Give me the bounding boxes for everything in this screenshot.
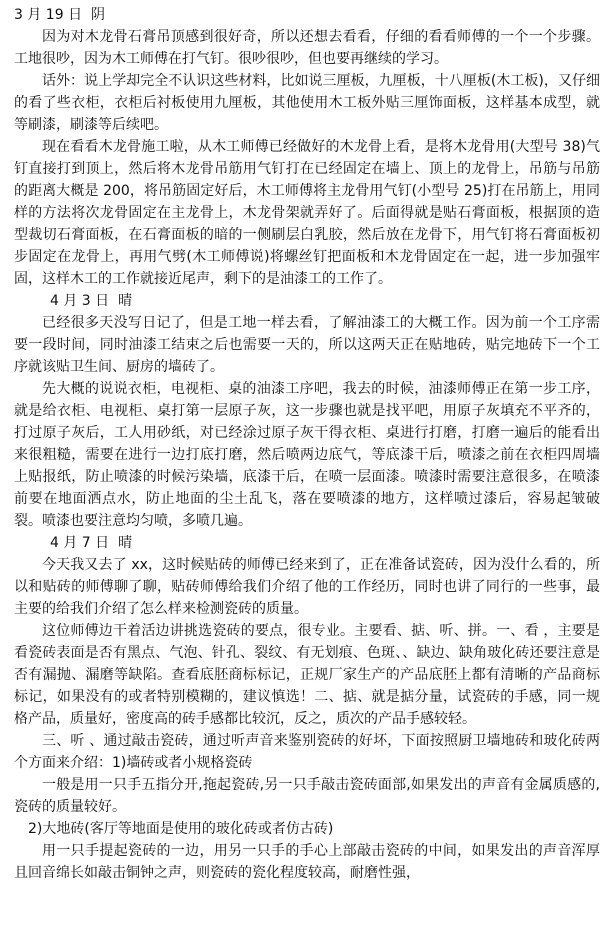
- document-page: [14, 4, 600, 884]
- paragraph: 三、听 、通过敲击瓷砖，通过听声音来鉴别瓷砖的好坏，下面按照厨卫墙地砖和玻化砖两个方面来介绍：1)墙砖或者小规格瓷砖: [14, 733, 600, 771]
- paragraph: 话外：说上学却完全不认识这些材料，比如说三厘板，九厘板，十八厘板(木工板)，又仔细的看了些衣柜，衣柜后衬板使用九厘板，其他使用木工板外贴三厘饰面板，这样基本成型，就等刷漆，刷漆等后续吧。: [14, 73, 600, 133]
- paragraph: 2)大地砖(客厅等地面是使用的玻化砖或者仿古砖): [28, 821, 334, 837]
- entry-date: 3 月 19 日 阴: [14, 7, 105, 23]
- paragraph: 现在看看木龙骨施工啦，从木工师傅已经做好的木龙骨上看，是将木龙骨用(大型号 38)气钉直接打到顶上，然后将木龙骨吊筋用气钉打在已经固定在墙上、顶上的龙骨上，吊筋与吊筋的距离大概是 200，将吊筋固定好后，木工师傅将主龙骨用气钉(小型号 25)打在吊筋上，用同样的方法将次龙骨固定在主龙骨上，木龙骨架就弄好了。后面得就是贴石膏面板，根据顶的造型裁切石膏面板，在石膏面板的暗的一侧刷层白乳胶，然后放在龙骨下，用气钉将石膏面板初步固定在龙骨上，再用气劈(木工师傅说)将螺丝钉把面板和木龙骨固定在一起，进一步加强牢固，这样木工的工作就接近尾声，剩下的是油漆工的工作了。: [14, 139, 600, 287]
- paragraph: 已经很多天没写日记了，但是工地一样去看，了解油漆工的大概工作。因为前一个工序需要一段时间，同时油漆工结束之后也需要一天的，所以这两天正在贴地砖，贴完地砖下一个工序就该贴卫生间、厨房的墙砖了。: [14, 315, 600, 375]
- paragraph: 先大概的说说衣柜，电视柜、桌的油漆工序吧，我去的时候，油漆师傅正在第一步工序，就是给衣柜、电视柜、桌打第一层原子灰，这一步骤也就是找平吧，用原子灰填充不平齐的，打过原子灰后，工人用砂纸，对已经涂过原子灰干得衣柜、桌进行打磨，打磨一遍后的能看出来很粗糙，需要在进行一边打底打磨，然后喷两边底气，等底漆干后，喷漆之前在衣柜四周墙上贴报纸，防止喷漆的时候污染墙，底漆干后，在喷一层面漆。喷漆时需要注意很多，在喷漆前要在地面洒点水，防止地面的尘土乱飞，落在要喷漆的地方，这样喷过漆后，容易起皱破裂。喷漆也要注意均匀喷，多喷几遍。: [14, 381, 600, 529]
- paragraph: 因为对木龙骨石膏吊顶感到很好奇，所以还想去看看，仔细的看看师傅的一个一个步骤。工地很吵，因为木工师傅在打气钉。很吵很吵，但也要再继续的学习。: [14, 29, 600, 67]
- entry-date: 4 月 7 日 晴: [50, 535, 133, 551]
- paragraph: 一般是用一只手五指分开,拖起瓷砖,另一只手敲击瓷砖面部,如果发出的声音有金属质感的,瓷砖的质量较好。: [14, 777, 600, 815]
- paragraph: 用一只手提起瓷砖的一边，用另一只手的手心上部敲击瓷砖的中间，如果发出的声音浑厚且回音绵长如敲击铜钟之声，则瓷砖的瓷化程度较高，耐磨性强，: [14, 843, 600, 881]
- paragraph: 今天我又去了 xx，这时候贴砖的师傅已经来到了，正在准备试瓷砖，因为没什么看的，所以和贴砖的师傅聊了聊，贴砖师傅给我们介绍了他的工作经历，同时也讲了同行的一些事，最主要的给我们介绍了怎么样来检测瓷砖的质量。: [14, 557, 600, 617]
- paragraph: 这位师傅边干着活边讲挑选瓷砖的要点，很专业。主要看、掂、听、拼。一、看 ，主要是看瓷砖表面是否有黑点、气泡、针孔、裂纹、有无划痕、色斑、、缺边、缺角玻化砖还要注意是否有漏抛、漏磨等缺陷。查看底胚商标标记，正规厂家生产的产品底胚上都有清晰的产品商标标记，如果没有的或者特别模糊的，建议慎选！二、掂、就是掂分量，试瓷砖的手感，同一规格产品，质量好，密度高的砖手感都比较沉，反之，质次的产品手感较轻。: [14, 623, 600, 727]
- entry-date: 4 月 3 日 晴: [50, 293, 133, 309]
